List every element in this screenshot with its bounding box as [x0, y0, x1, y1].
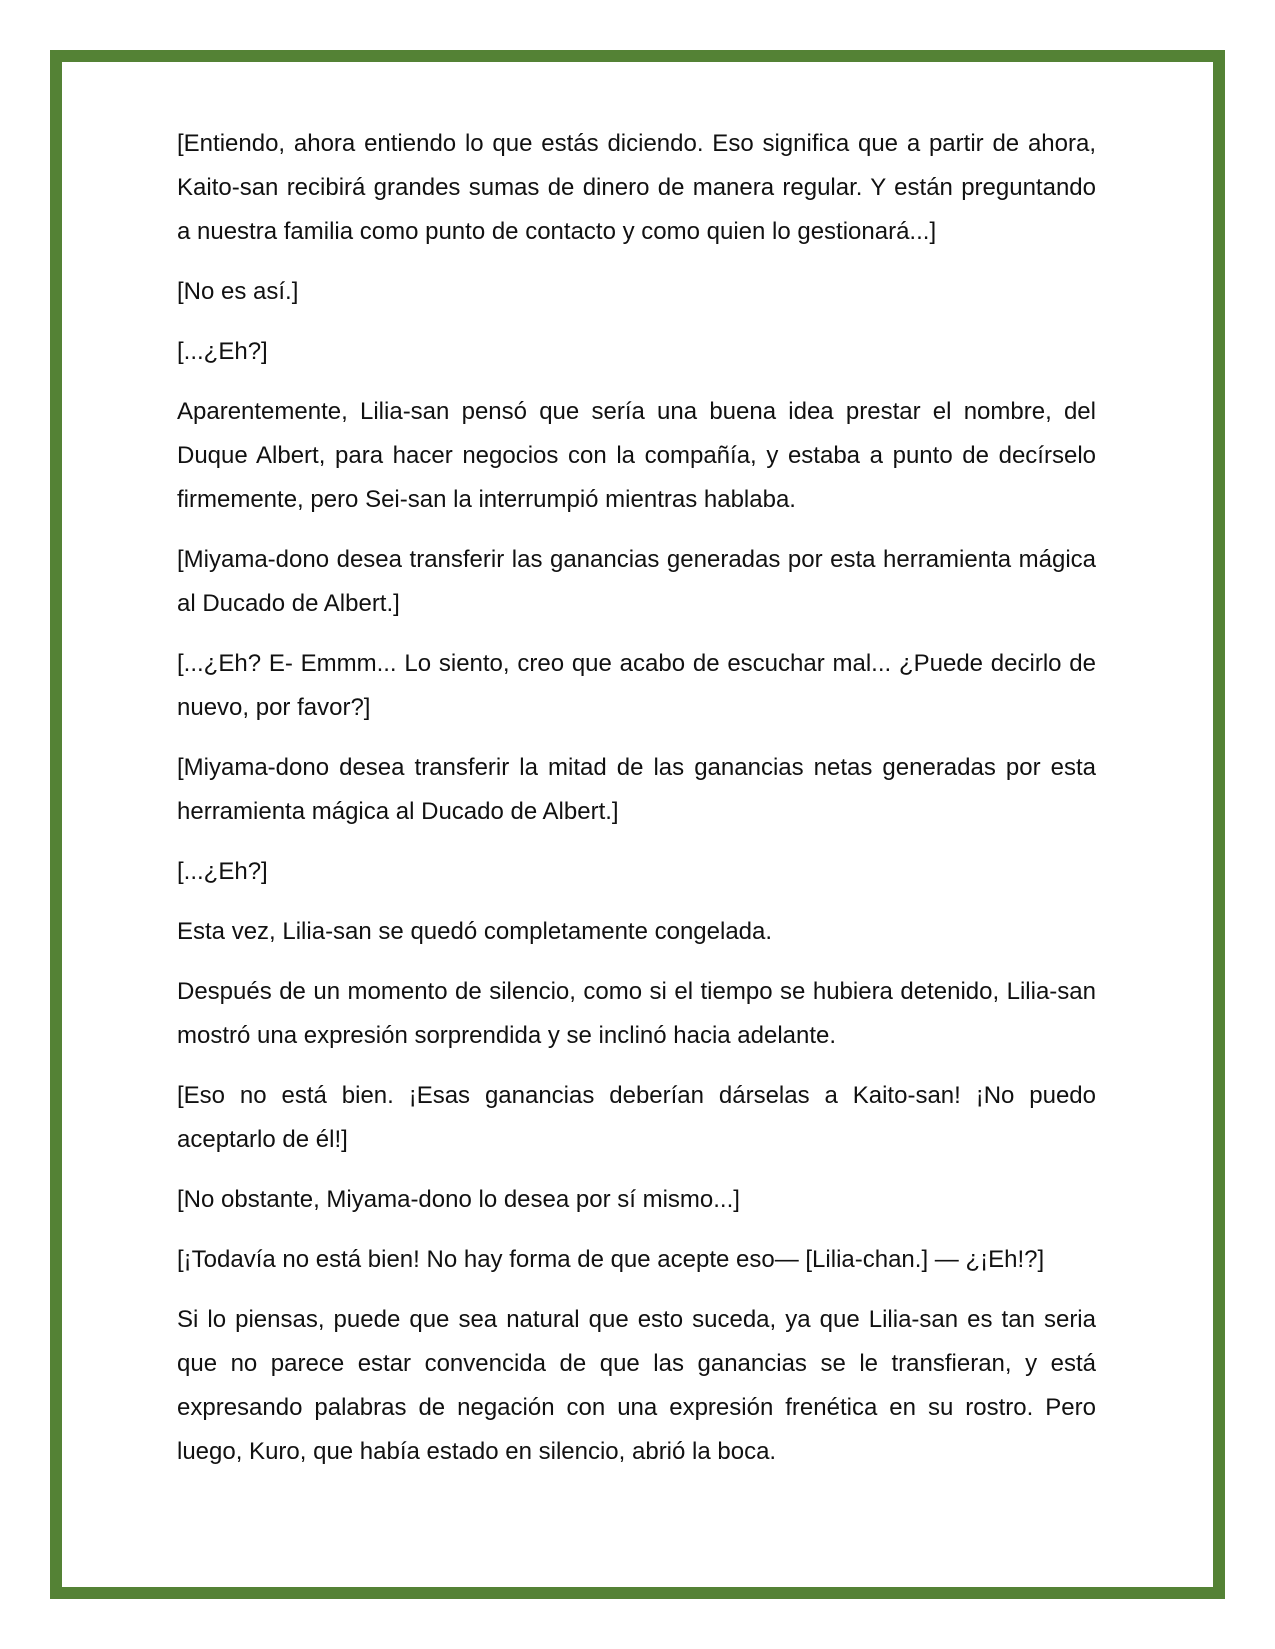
paragraph: Esta vez, Lilia-san se quedó completamente congelada.	[177, 918, 773, 945]
paragraph: Si lo piensas, puede que sea natural que esto suceda, ya que Lilia-san es tan seria que no parece estar convencida de que las ganancias se le transfieran, y está expresando palabras de negación con una expresión frenética en su rostro. Pero luego, Kuro, que había estado en silencio, abrió la boca.	[177, 1306, 1096, 1465]
paragraph: Después de un momento de silencio, como si el tiempo se hubiera detenido, Lilia-san mostró una expresión sorprendida y se inclinó hacia adelante.	[177, 978, 1096, 1049]
paragraph: [No obstante, Miyama-dono lo desea por sí mismo...]	[177, 1186, 740, 1213]
paragraph: [Entiendo, ahora entiendo lo que estás diciendo. Eso significa que a partir de ahora, Kaito-san recibirá grandes sumas de dinero de manera regular. Y están preguntando a nuestra familia como punto de contacto y como quien lo gestionará...]	[177, 130, 1096, 245]
paragraph: [Miyama-dono desea transferir las ganancias generadas por esta herramienta mágica al Ducado de Albert.]	[177, 546, 1096, 617]
document-body	[177, 122, 1096, 1490]
paragraph: Aparentemente, Lilia-san pensó que sería una buena idea prestar el nombre, del Duque Albert, para hacer negocios con la compañía, y estaba a punto de decírselo firmemente, pero Sei-san la interrumpió mientras hablaba.	[177, 398, 1096, 513]
paragraph: [...¿Eh?]	[177, 338, 268, 365]
paragraph: [Miyama-dono desea transferir la mitad de las ganancias netas generadas por esta herramienta mágica al Ducado de Albert.]	[177, 754, 1096, 825]
paragraph: [...¿Eh? E- Emmm... Lo siento, creo que acabo de escuchar mal... ¿Puede decirlo de nuevo, por favor?]	[177, 650, 1096, 721]
paragraph: [...¿Eh?]	[177, 858, 268, 885]
paragraph: [No es así.]	[177, 278, 299, 305]
paragraph: [¡Todavía no está bien! No hay forma de que acepte eso— [Lilia-chan.] — ¿¡Eh!?]	[177, 1246, 1045, 1273]
paragraph: [Eso no está bien. ¡Esas ganancias deberían dárselas a Kaito-san! ¡No puedo aceptarlo de él!]	[177, 1082, 1096, 1153]
